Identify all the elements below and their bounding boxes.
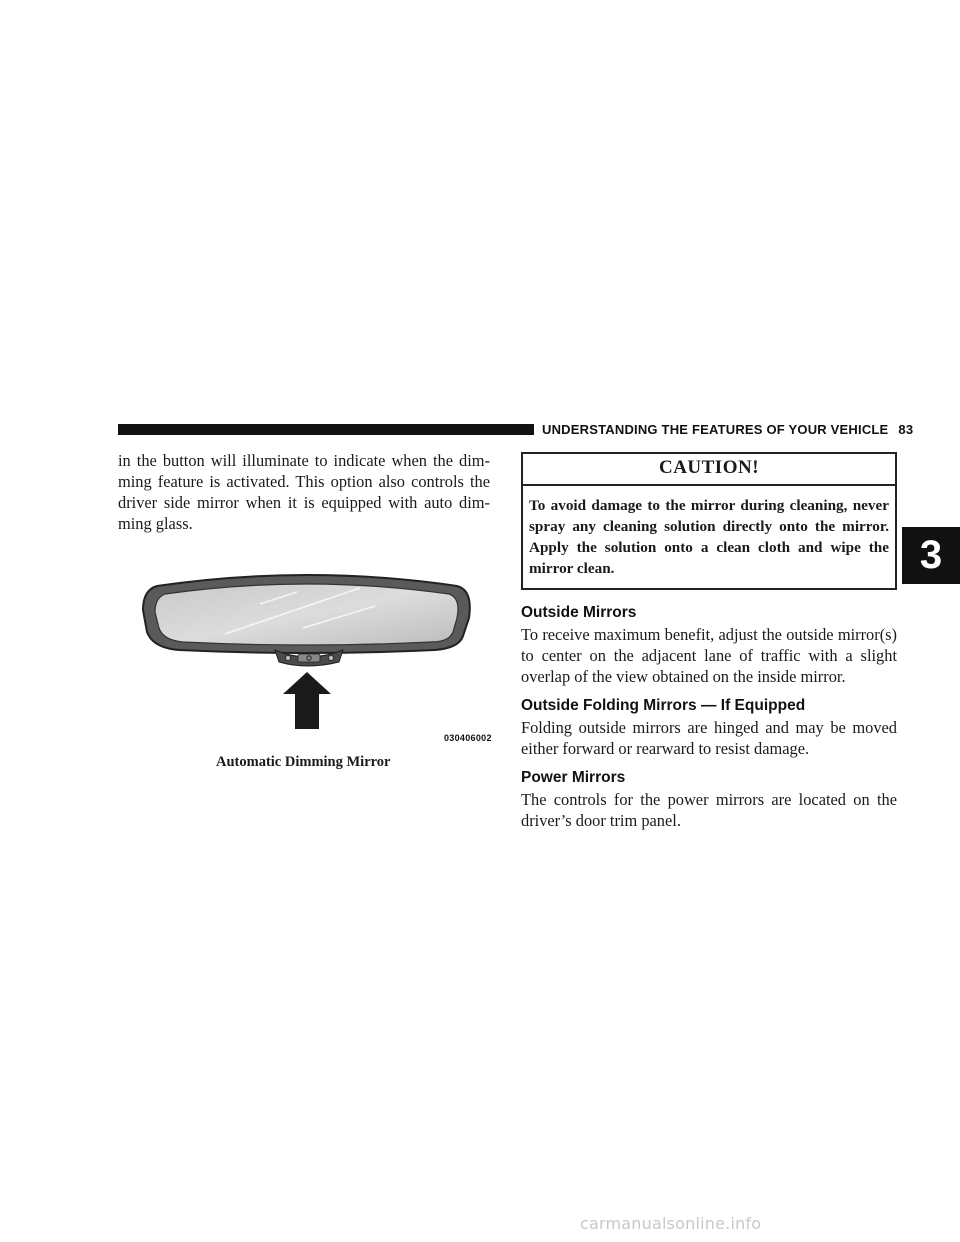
chapter-tab: 3 <box>902 527 960 584</box>
indicator-light <box>285 655 290 660</box>
mirror-glass <box>155 584 458 645</box>
caution-box <box>521 452 897 590</box>
arrow-icon <box>283 672 331 729</box>
section-text: The controls for the power mirrors are located on the driver’s door trim panel. <box>521 790 897 830</box>
left-column <box>118 450 490 534</box>
page-number: 83 <box>898 422 914 437</box>
running-header <box>542 422 914 437</box>
section-power-mirrors <box>521 769 897 831</box>
section-heading: Outside Mirrors <box>521 604 637 621</box>
section-heading: Outside Folding Mirrors — If Equipped <box>521 697 806 714</box>
rearview-mirror-illustration <box>135 566 480 756</box>
figure-caption: Automatic Dimming Mirror <box>216 754 391 770</box>
continued-paragraph: in the button will illuminate to indicate when the dim-ming feature is activated. This option also controls the driver side mirror when it is equipped with auto dim-ming glass. <box>118 451 490 533</box>
section-outside-mirrors <box>521 604 897 687</box>
caution-text: To avoid damage to the mirror during cleaning, never spray any cleaning solution directly onto the mirror. Apply the solution onto a clean cloth and wipe the mirror clean. <box>529 497 889 577</box>
right-column <box>521 452 897 841</box>
header-title: UNDERSTANDING THE FEATURES OF YOUR VEHICLE <box>542 422 889 437</box>
auto-dim-button <box>298 654 320 662</box>
section-text: To receive maximum benefit, adjust the outside mirror(s) to center on the adjacent lane of traffic with a slight overlap of the view obtained on the inside mirror. <box>521 625 897 686</box>
section-heading: Power Mirrors <box>521 769 626 786</box>
section-folding-mirrors <box>521 697 897 759</box>
watermark: carmanualsonline.info <box>580 1214 762 1233</box>
figure-code: 030406002 <box>444 733 492 743</box>
caution-title: CAUTION! <box>523 454 895 486</box>
header-rule <box>118 424 534 435</box>
section-text: Folding outside mirrors are hinged and may be moved either forward or rearward to resist damage. <box>521 718 897 758</box>
